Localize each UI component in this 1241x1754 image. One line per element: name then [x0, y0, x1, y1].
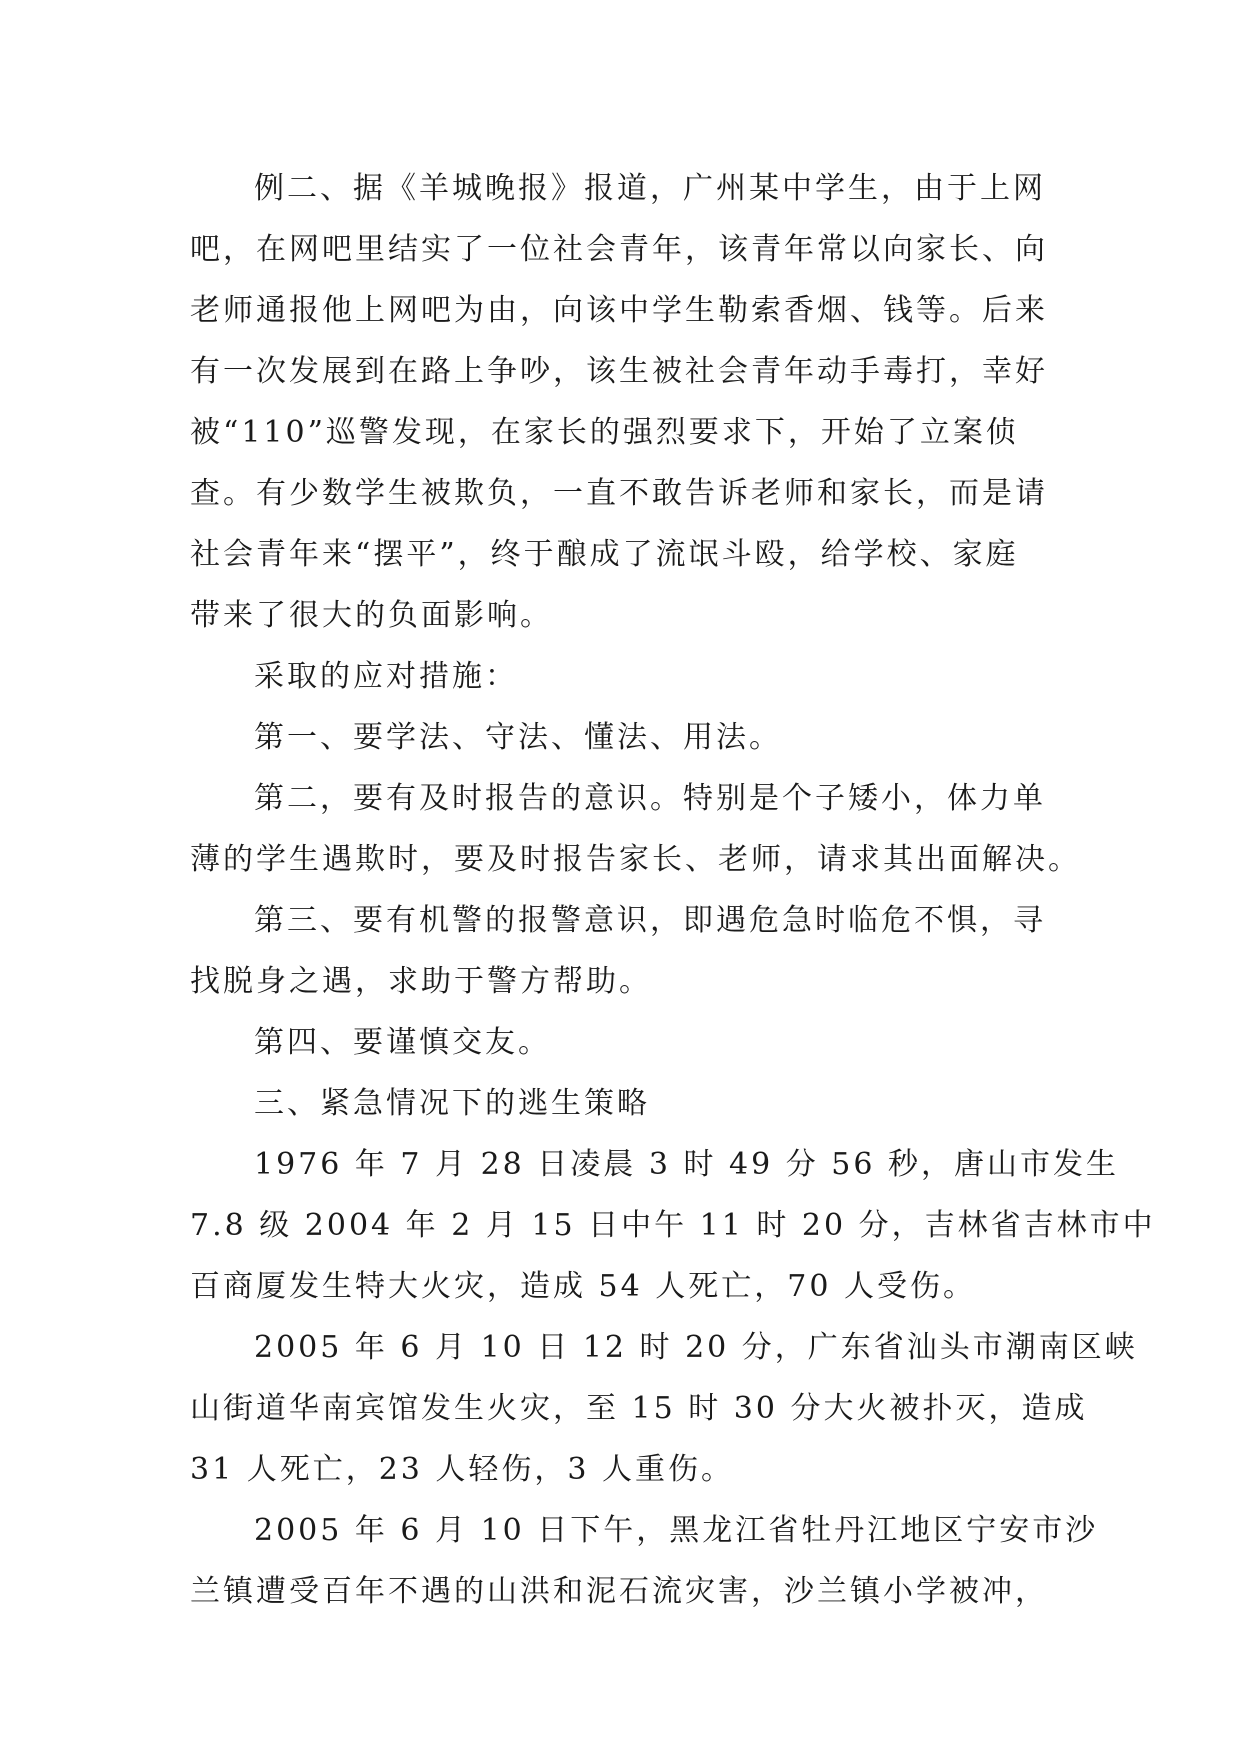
paragraph-line: 社会青年来“摆平”，终于酿成了流氓斗殴，给学校、家庭: [190, 537, 1019, 572]
paragraph-line: 第二，要有及时报告的意识。特别是个子矮小，体力单: [254, 781, 1046, 816]
section-heading: 三、紧急情况下的逃生策略: [254, 1086, 650, 1121]
paragraph-line: 有一次发展到在路上争吵，该生被社会青年动手毒打，幸好: [190, 354, 1048, 389]
paragraph-line: 2005 年 6 月 10 日下午，黑龙江省牡丹江地区宁安市沙: [254, 1513, 1099, 1548]
paragraph-line: 1976 年 7 月 28 日凌晨 3 时 49 分 56 秒，唐山市发生: [254, 1147, 1119, 1182]
paragraph-line: 兰镇遭受百年不遇的山洪和泥石流灾害，沙兰镇小学被冲，: [190, 1574, 1048, 1609]
paragraph-line: 被“110”巡警发现，在家长的强烈要求下，开始了立案侦: [190, 415, 1019, 450]
paragraph-line: 31 人死亡，23 人轻伤，3 人重伤。: [190, 1452, 735, 1487]
paragraph-line: 2005 年 6 月 10 日 12 时 20 分，广东省汕头市潮南区峡: [254, 1330, 1138, 1365]
paragraph-line: 找脱身之遇，求助于警方帮助。: [190, 964, 652, 999]
paragraph-line: 老师通报他上网吧为由，向该中学生勒索香烟、钱等。后来: [190, 293, 1048, 328]
paragraph-line: 第三、要有机警的报警意识，即遇危急时临危不惧，寻: [254, 903, 1046, 938]
paragraph-line: 第一、要学法、守法、懂法、用法。: [254, 720, 782, 755]
paragraph-line: 薄的学生遇欺时，要及时报告家长、老师，请求其出面解决。: [190, 842, 1081, 877]
paragraph-line: 例二、据《羊城晚报》报道，广州某中学生，由于上网: [254, 171, 1046, 206]
paragraph-line: 查。有少数学生被欺负，一直不敢告诉老师和家长，而是请: [190, 476, 1048, 511]
paragraph-line: 采取的应对措施：: [254, 659, 518, 694]
document-body: [190, 158, 1156, 1622]
paragraph-line: 山街道华南宾馆发生火灾，至 15 时 30 分大火被扑灭，造成: [190, 1391, 1088, 1426]
paragraph-line: 百商厦发生特大火灾，造成 54 人死亡，70 人受伤。: [190, 1269, 976, 1304]
paragraph-line: 带来了很大的负面影响。: [190, 598, 553, 633]
paragraph-line: 第四、要谨慎交友。: [254, 1025, 551, 1060]
paragraph-line: 吧，在网吧里结实了一位社会青年，该青年常以向家长、向: [190, 232, 1048, 267]
paragraph-line: 7.8 级 2004 年 2 月 15 日中午 11 时 20 分，吉林省吉林市中: [190, 1208, 1156, 1243]
